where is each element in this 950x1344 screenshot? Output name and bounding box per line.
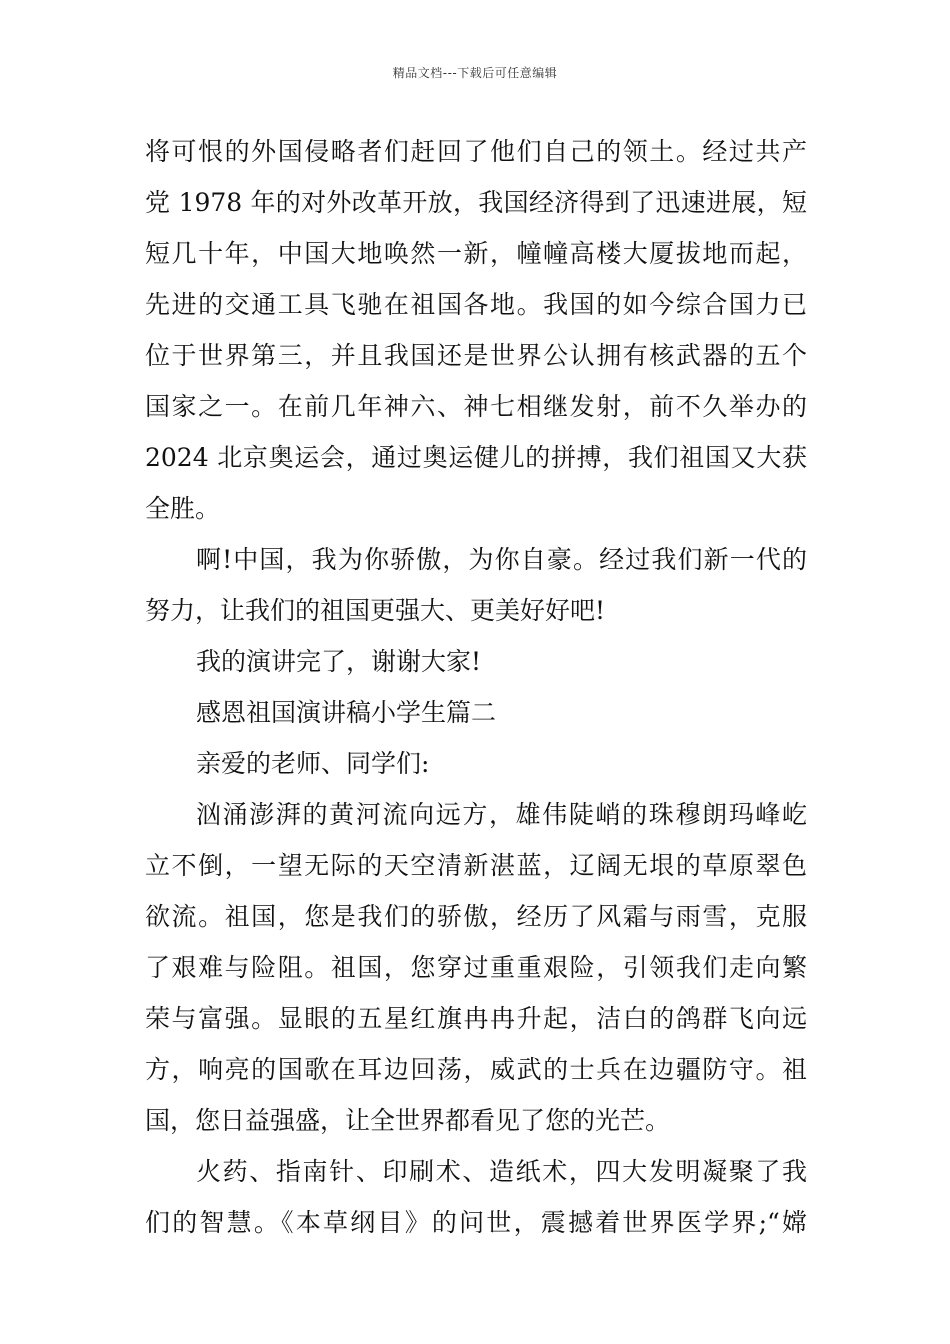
text-line: 全胜。: [145, 494, 221, 523]
text-line: 们的智慧。《本草纲目》的问世，震撼着世界医学界;“嫦: [145, 1208, 807, 1237]
text-line: 努力，让我们的祖国更强大、更美好好吧!: [145, 596, 606, 625]
text-line: 汹涌澎湃的黄河流向远方，雄伟陡峭的珠穆朗玛峰屹: [196, 800, 807, 829]
text-line: 火药、指南针、印刷术、造纸术，四大发明凝聚了我: [196, 1157, 807, 1186]
text-line: 党 1978 年的对外改革开放，我国经济得到了迅速进展，短: [145, 188, 807, 217]
text-line: 立不倒，一望无际的天空清新湛蓝，辽阔无垠的草原翠色: [145, 851, 807, 880]
text-line: 2024 北京奥运会，通过奥运健儿的拼搏，我们祖国又大获: [145, 443, 807, 472]
document-body: [145, 126, 807, 1248]
text-line: 欲流。祖国，您是我们的骄傲，经历了风霜与雨雪，克服: [145, 902, 807, 931]
text-line: 国家之一。在前几年神六、神七相继发射，前不久举办的: [145, 392, 807, 421]
text-line: 国，您日益强盛，让全世界都看见了您的光芒。: [145, 1106, 671, 1135]
text-line: 方，响亮的国歌在耳边回荡，威武的士兵在边疆防守。祖: [145, 1055, 807, 1084]
text-line: 啊!中国，我为你骄傲，为你自豪。经过我们新一代的: [196, 545, 807, 574]
page-header: 精品文档---下载后可任意编辑: [392, 66, 558, 80]
text-line: 我的演讲完了，谢谢大家!: [196, 647, 482, 676]
section-heading: 感恩祖国演讲稿小学生篇二: [196, 698, 497, 727]
salutation: 亲爱的老师、同学们:: [196, 749, 430, 778]
text-line: 荣与富强。显眼的五星红旗冉冉升起，洁白的鸽群飞向远: [145, 1004, 807, 1033]
text-line: 位于世界第三，并且我国还是世界公认拥有核武器的五个: [145, 341, 807, 370]
text-line: 先进的交通工具飞驰在祖国各地。我国的如今综合国力已: [145, 290, 807, 319]
text-line: 了艰难与险阻。祖国，您穿过重重艰险，引领我们走向繁: [145, 953, 807, 982]
text-line: 短几十年，中国大地唤然一新，幢幢高楼大厦拔地而起，: [145, 239, 807, 268]
text-line: 将可恨的外国侵略者们赶回了他们自己的领土。经过共产: [145, 137, 807, 166]
